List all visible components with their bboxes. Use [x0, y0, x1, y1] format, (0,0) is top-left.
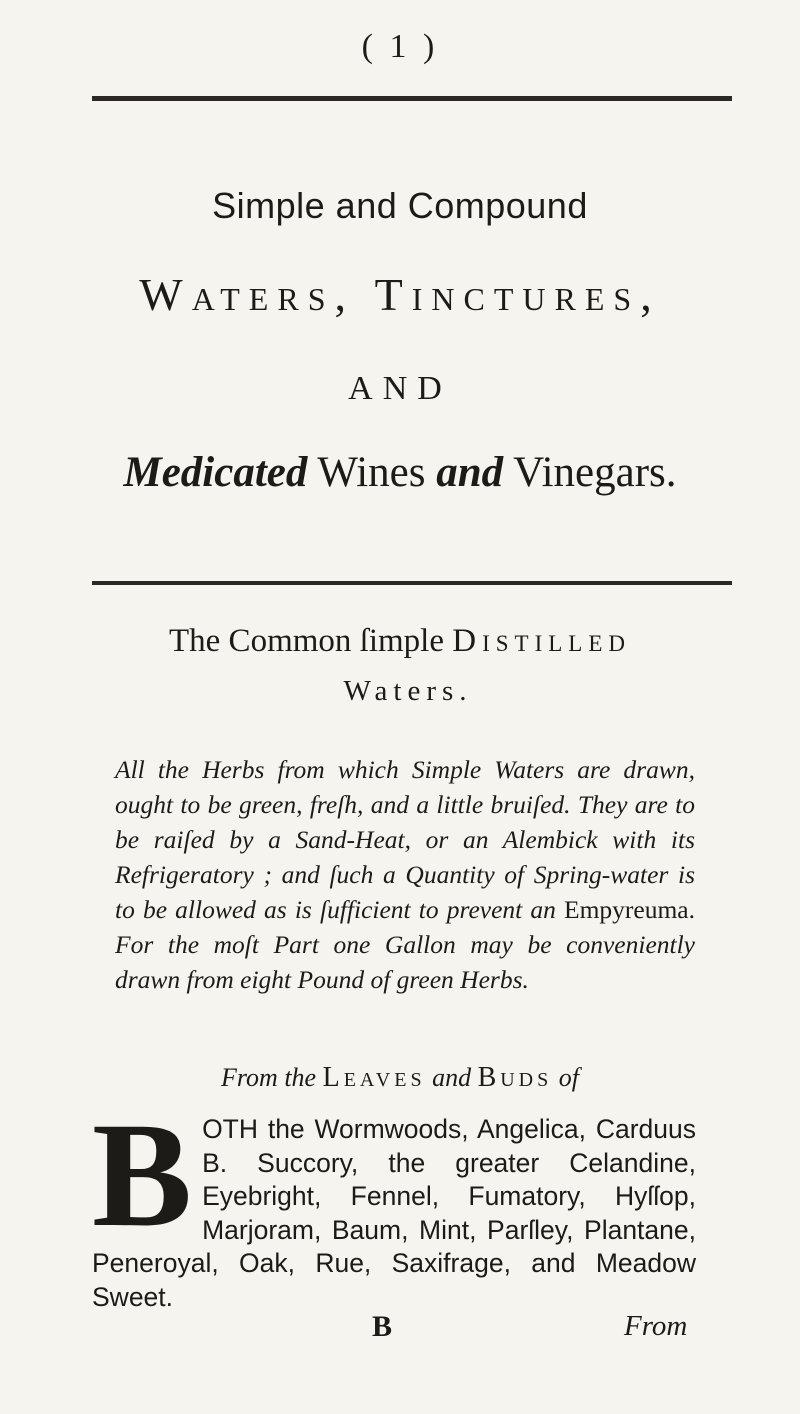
intro-empyreuma: Empyreuma. — [564, 895, 695, 924]
title-line-2: Waters, Tinctures, — [139, 269, 661, 320]
leaves-heading-from: From the — [221, 1063, 323, 1092]
page-number: ( 1 ) — [361, 28, 439, 65]
herb-list-text: OTH the Wormwoods, Angelica, Carduus B. Succory, the greater Celandine, Eyebright, Fennel, Fumatory, Hyſſop, Marjoram, Baum, Mint, Parſley, Plantane, Peneroyal, Oak, Rue, Saxifrage, and Meadow Sweet. — [92, 1114, 696, 1312]
herb-list-paragraph — [92, 1092, 696, 1314]
catchword: From — [624, 1310, 688, 1342]
intro-text-2: For the moſt Part one Gallon may be conveniently drawn from eight Pound of green Herbs. — [115, 930, 695, 994]
intro-text-1: All the Herbs from which Simple Waters are drawn, ought to be green, freſh, and a little bruiſed. They are to be raiſed by a Sand-Heat, or an Alembick with its Refrigeratory ; and ſuch a Quantity of Spring-water is to be allowed as is ſufficient to prevent an — [115, 755, 695, 924]
title-line-3: AND — [348, 370, 452, 407]
signature-mark: B — [372, 1310, 393, 1343]
title-and: and — [436, 449, 504, 496]
leaves-buds-heading — [0, 1062, 800, 1094]
drop-cap: B — [92, 1092, 193, 1258]
intro-paragraph — [115, 752, 695, 997]
title-line-4 — [0, 448, 800, 497]
section-heading-line-2: Waters. — [343, 675, 473, 707]
title-wines: Wines — [307, 449, 437, 496]
leaves-heading-of: of — [552, 1063, 579, 1092]
title-line-1: Simple and Compound — [212, 185, 588, 226]
leaves-heading-leaves: Leaves — [322, 1062, 426, 1093]
section-rule — [92, 581, 732, 585]
section-heading-distilled: Distilled — [452, 623, 631, 659]
title-medicated: Medicated — [123, 449, 308, 496]
section-heading-common: The Common ſimple — [169, 623, 453, 659]
leaves-heading-and: and — [425, 1063, 478, 1092]
section-heading-line-1 — [0, 623, 800, 660]
title-vinegars: Vinegars. — [503, 449, 677, 496]
header-rule — [92, 96, 732, 101]
leaves-heading-buds: Buds — [477, 1062, 553, 1093]
